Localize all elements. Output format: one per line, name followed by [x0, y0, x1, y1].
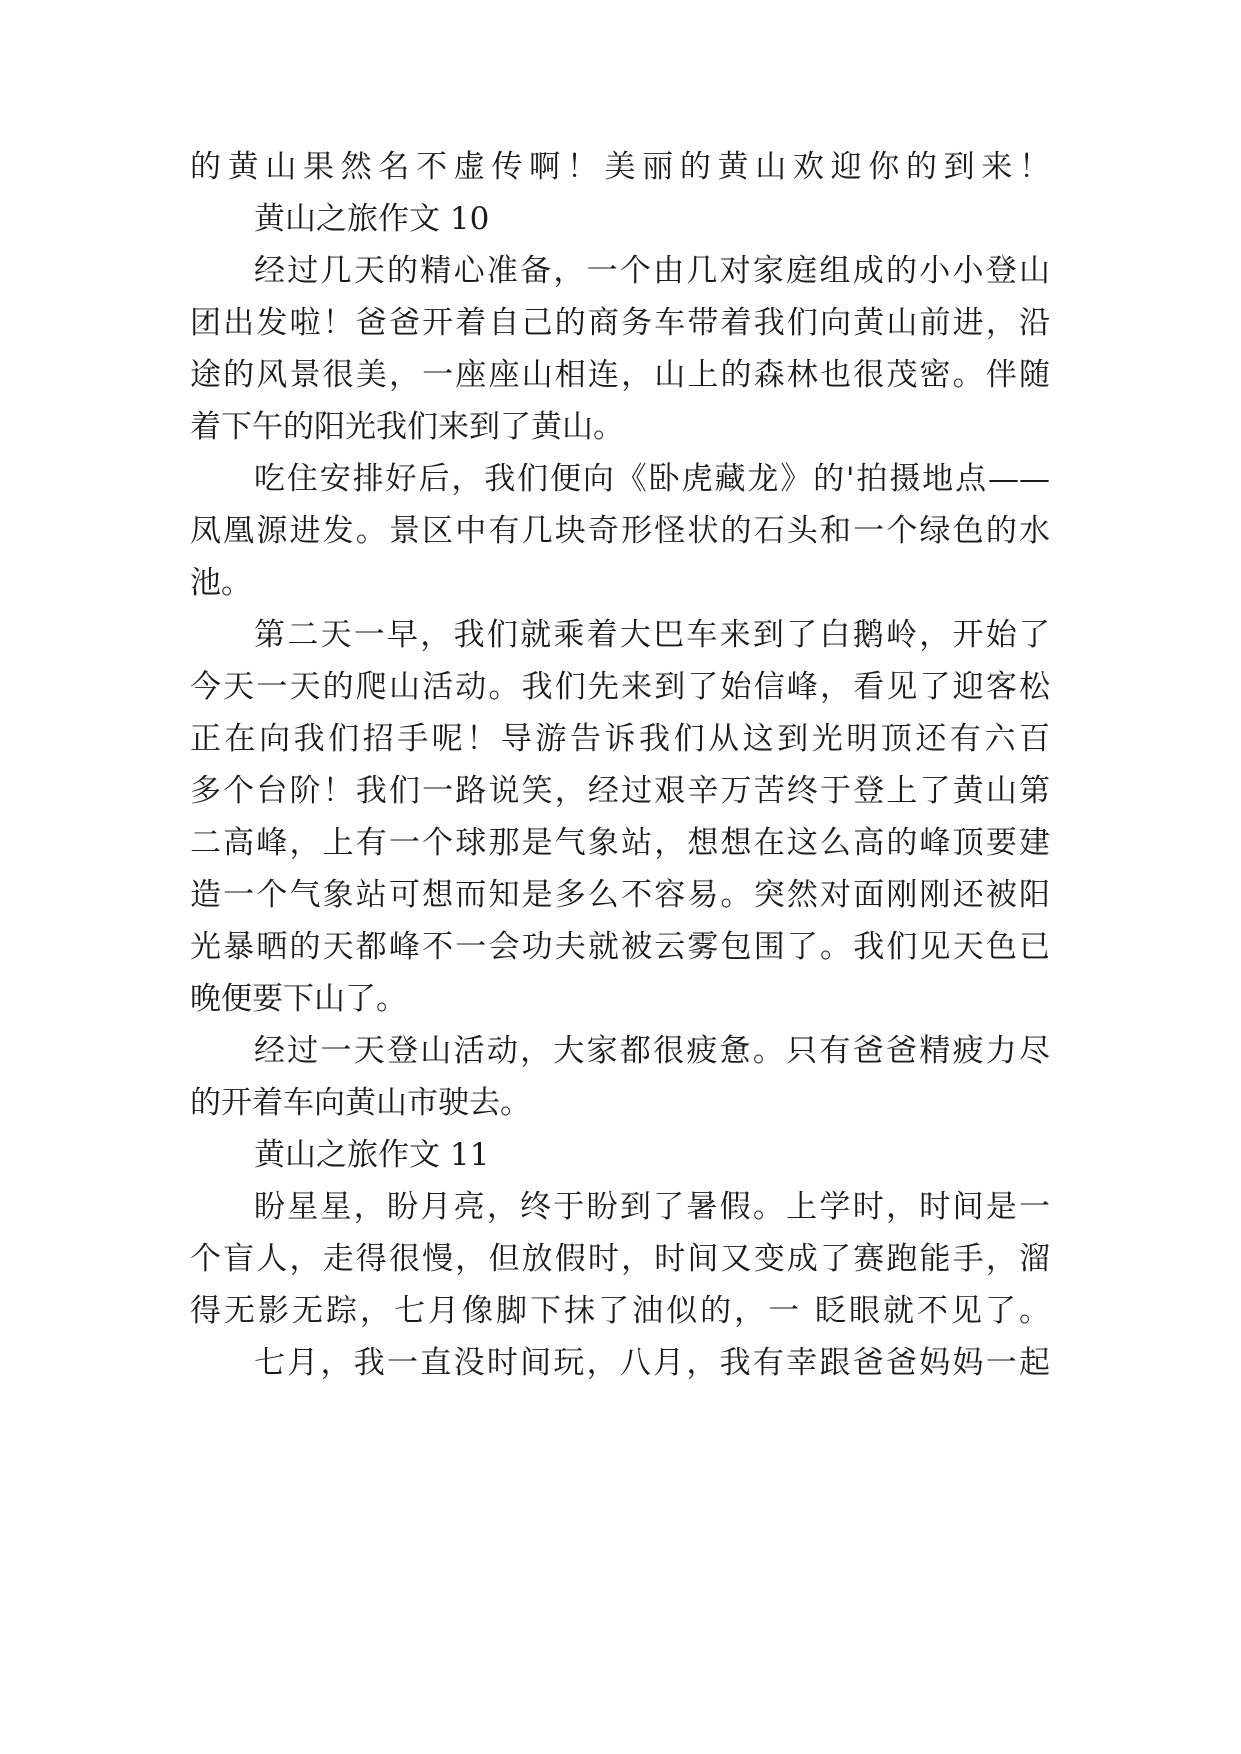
text-line: 今天一天的爬山活动。我们先来到了始信峰，看见了迎客松 [190, 669, 1050, 705]
section-heading: 黄山之旅作文 11 [254, 1137, 490, 1173]
text-line: 的黄山果然名不虚传啊！美丽的黄山欢迎你的到来！ [190, 149, 1050, 185]
text-line: 凤凰源进发。景区中有几块奇形怪状的石头和一个绿色的水 [190, 513, 1050, 549]
text-line: 团出发啦！爸爸开着自己的商务车带着我们向黄山前进，沿 [190, 305, 1050, 341]
paragraph-first-line: 七月，我一直没时间玩，八月，我有幸跟爸爸妈妈一起 [254, 1345, 1050, 1381]
text-line: 正在向我们招手呢！导游告诉我们从这到光明顶还有六百 [190, 721, 1050, 757]
paragraph-first-line: 第二天一早，我们就乘着大巴车来到了白鹅岭，开始了 [254, 617, 1050, 653]
text-line: 池。 [190, 565, 252, 601]
paragraph-first-line: 吃住安排好后，我们便向《卧虎藏龙》的'拍摄地点—— [254, 461, 1050, 497]
text-line: 二高峰，上有一个球那是气象站，想想在这么高的峰顶要建 [190, 825, 1050, 861]
paragraph-first-line: 盼星星，盼月亮，终于盼到了暑假。上学时，时间是一 [254, 1189, 1050, 1225]
text-line: 着下午的阳光我们来到了黄山。 [190, 409, 624, 445]
text-line: 的开着车向黄山市驶去。 [190, 1085, 531, 1121]
text-line: 途的风景很美，一座座山相连，山上的森林也很茂密。伴随 [190, 357, 1050, 393]
section-heading: 黄山之旅作文 10 [254, 201, 490, 237]
text-line: 得无影无踪，七月像脚下抹了油似的，一 眨眼就不见了。 [190, 1293, 1050, 1329]
text-line: 多个台阶！我们一路说笑，经过艰辛万苦终于登上了黄山第 [190, 773, 1050, 809]
text-line: 造一个气象站可想而知是多么不容易。突然对面刚刚还被阳 [190, 877, 1050, 913]
text-line: 光暴晒的天都峰不一会功夫就被云雾包围了。我们见天色已 [190, 929, 1050, 965]
text-line: 个盲人，走得很慢，但放假时，时间又变成了赛跑能手，溜 [190, 1241, 1050, 1277]
text-line: 晚便要下山了。 [190, 981, 407, 1017]
paragraph-first-line: 经过几天的精心准备，一个由几对家庭组成的小小登山 [254, 253, 1050, 289]
paragraph-first-line: 经过一天登山活动，大家都很疲惫。只有爸爸精疲力尽 [254, 1033, 1050, 1069]
